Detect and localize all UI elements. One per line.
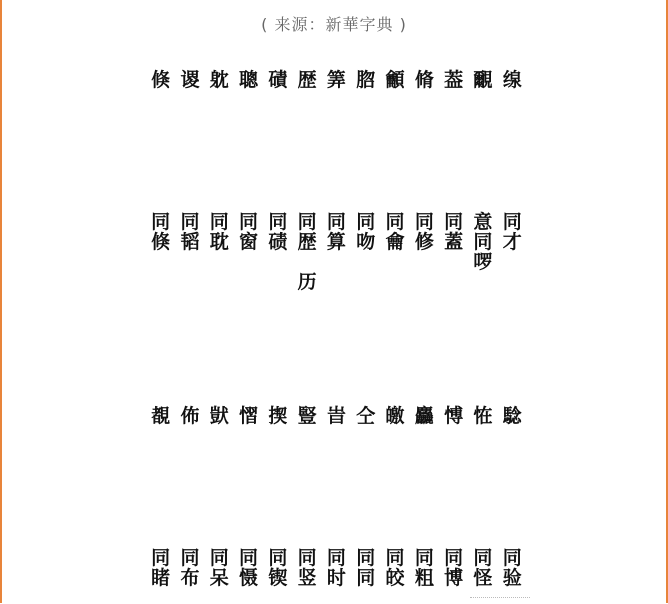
stack-char: 啰 (473, 251, 493, 273)
stack-char: 皎 (385, 567, 405, 589)
stack-char: 同 (385, 211, 405, 233)
char-stack (146, 548, 175, 588)
stack-char: 倏 (151, 231, 171, 253)
character-row-equivalents-1 (146, 212, 527, 292)
stack-char: 韬 (180, 231, 200, 253)
stack-char: 吻 (356, 231, 376, 253)
stack-char: 怪 (473, 567, 493, 589)
char-stack (146, 212, 175, 292)
char-cell: 聰 (239, 69, 259, 91)
stack-char: 历 (297, 271, 317, 293)
char-cell: 仝 (356, 405, 376, 427)
stack-char: 同 (502, 211, 522, 233)
stack-char: 同 (239, 547, 259, 569)
char-cell: 覼 (473, 69, 493, 91)
char-stack (351, 548, 380, 588)
char-cell: 獃 (209, 405, 229, 427)
stack-char: 碛 (268, 231, 288, 253)
char-stack (205, 548, 234, 588)
char-stack (263, 212, 292, 292)
stack-char: 同 (444, 547, 464, 569)
char-stack (292, 212, 321, 292)
stack-char: 同 (239, 211, 259, 233)
char-cell: 佈 (180, 405, 200, 427)
stack-char: 博 (444, 567, 464, 589)
char-cell: 慴 (239, 405, 259, 427)
char-stack (380, 548, 409, 588)
char-stack (292, 548, 321, 588)
char-cell: 脗 (356, 69, 376, 91)
char-stack (439, 548, 468, 588)
stack-char: 算 (326, 231, 346, 253)
char-cell: 磧 (268, 69, 288, 91)
stack-char: 慑 (239, 567, 259, 589)
source-caption: ( 来源：新華字典 ) (261, 15, 407, 34)
char-cell: 麤 (414, 405, 434, 427)
stack-char: 同 (180, 211, 200, 233)
char-cell: 歴 (297, 69, 317, 91)
char-cell: 躭 (209, 69, 229, 91)
char-cell: 皦 (385, 405, 405, 427)
char-cell: 覩 (151, 405, 171, 427)
char-stack (410, 212, 439, 292)
stack-char: 同 (414, 211, 434, 233)
stack-char: 同 (268, 547, 288, 569)
stack-char: 同 (297, 547, 317, 569)
stack-char: 同 (180, 547, 200, 569)
stack-char: 修 (414, 231, 434, 253)
char-stack (498, 212, 527, 292)
stack-char: 才 (502, 231, 522, 253)
stack-char: 歴 (297, 231, 317, 253)
stack-char: 同 (356, 547, 376, 569)
stack-char: 同 (356, 567, 376, 589)
char-cell: 龥 (385, 69, 405, 91)
char-stack (263, 548, 292, 588)
char-cell: 恠 (473, 405, 493, 427)
char-cell: 葢 (444, 69, 464, 91)
stack-char: 锲 (268, 567, 288, 589)
char-stack (175, 212, 204, 292)
stack-char: 同 (473, 547, 493, 569)
stack-char: 粗 (414, 567, 434, 589)
char-stack (468, 212, 497, 292)
stack-char: 意 (473, 211, 493, 233)
char-cell: 騐 (502, 405, 522, 427)
stack-char: 同 (473, 231, 493, 253)
stack-char: 龠 (385, 231, 405, 253)
stack-char: 同 (268, 211, 288, 233)
stack-char: 竖 (297, 567, 317, 589)
char-stack (175, 548, 204, 588)
stack-char: 同 (209, 211, 229, 233)
char-stack (410, 548, 439, 588)
char-cell: 豎 (297, 405, 317, 427)
char-cell: 揳 (268, 405, 288, 427)
stack-char: 同 (151, 547, 171, 569)
character-row-variants-2 (146, 406, 527, 426)
char-cell: 愽 (444, 405, 464, 427)
stack-char: 耽 (209, 231, 229, 253)
char-cell: 谡 (180, 69, 200, 91)
char-stack (380, 212, 409, 292)
char-cell: 旹 (326, 405, 346, 427)
stack-char: 布 (180, 567, 200, 589)
stack-char: 蓋 (444, 231, 464, 253)
character-row-equivalents-2 (146, 548, 527, 588)
char-stack (205, 212, 234, 292)
stack-char: 同 (151, 211, 171, 233)
stack-char: 呆 (209, 567, 229, 589)
char-cell: 脩 (414, 69, 434, 91)
char-stack (468, 548, 497, 588)
stack-char: 睹 (151, 567, 171, 589)
stack-char: 时 (326, 567, 346, 589)
char-stack (322, 548, 351, 588)
stack-char: 同 (297, 211, 317, 233)
character-row-variants-1 (146, 70, 527, 90)
stack-char: 同 (326, 211, 346, 233)
char-stack (322, 212, 351, 292)
char-cell: 筭 (326, 69, 346, 91)
stack-char: 同 (502, 547, 522, 569)
char-stack (439, 212, 468, 292)
stack-char: 同 (444, 211, 464, 233)
char-stack (234, 212, 263, 292)
stack-char: 同 (356, 211, 376, 233)
stack-char: 同 (326, 547, 346, 569)
char-stack (234, 548, 263, 588)
stack-char: 窗 (239, 231, 259, 253)
char-stack (351, 212, 380, 292)
stack-char: 同 (385, 547, 405, 569)
stack-char: 同 (414, 547, 434, 569)
char-cell: 倏 (151, 69, 171, 91)
stack-char: 同 (209, 547, 229, 569)
char-stack (498, 548, 527, 588)
char-cell: 缐 (502, 69, 522, 91)
stack-char: 验 (502, 567, 522, 589)
